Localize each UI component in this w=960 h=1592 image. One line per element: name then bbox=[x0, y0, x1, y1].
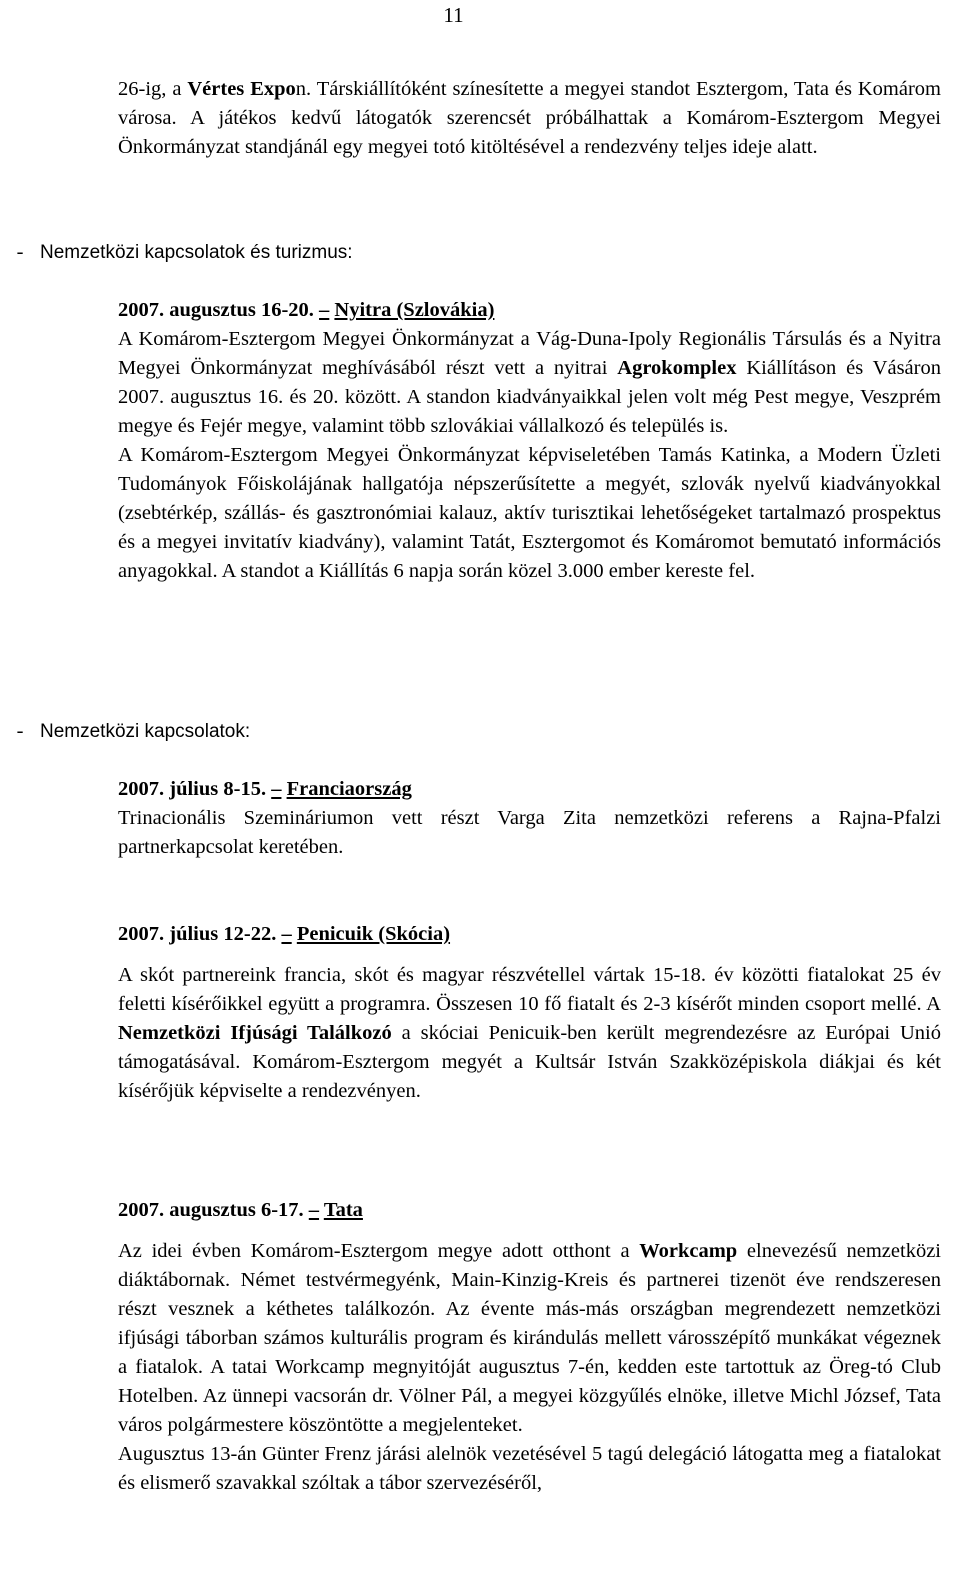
event-paragraph bbox=[118, 961, 941, 1106]
heading-text: Nemzetközi kapcsolatok és turizmus: bbox=[40, 242, 353, 263]
section-heading-tourism bbox=[0, 238, 960, 267]
event-date: 2007. július 8-15. bbox=[118, 778, 267, 800]
event-bold-workcamp: Workcamp bbox=[639, 1240, 738, 1262]
event-paragraph bbox=[118, 1237, 941, 1440]
heading-dash: - bbox=[16, 241, 24, 263]
event-title bbox=[118, 920, 941, 949]
event-dash: – bbox=[319, 299, 330, 321]
event-text-a: A skót partnereink francia, skót és magyar részvétellel vártak 15-18. év közötti fiatalokat 25 év feletti kísérőikkel együtt a programra. Összesen 10 fő fiatalt és 2-3 kísérőt minden csoport mellé. A bbox=[118, 964, 941, 1015]
event-dash: – bbox=[281, 923, 292, 945]
event-text-b: elnevezésű nemzetközi diáktábornak. Német testvérmegyénk, Main-Kinzig-Kreis és partnerei tizenöt éve rendszeresen részt vesznek a kéthetes találkozón. Az évente más-más országban megrendezett nemzetközi ifjúsági táborban számos kulturális program és kirándulás mellett városszépítő munkákat végeznek a fiatalok. A tatai Workcamp megnyitóját augusztus 7-én, kedden este tartottuk az Öreg-tó Club Hotelben. Az ünnepi vacsorán dr. Völner Pál, a megyei közgyűlés elnöke, illetve Michl József, Tata város polgármestere köszöntötte a megjelenteket. bbox=[118, 1240, 941, 1436]
event-title bbox=[118, 1196, 941, 1225]
event-text-b: Kiállításon és Vásáron 2007. augusztus 16. és 20. között. A standon kiadványaikkal jelen volt még Pest megye, Veszprém megye és Fejér megye, valamint több szlovákiai vállalkozó és település is. bbox=[118, 357, 941, 437]
event-place: Nyitra (Szlovákia) bbox=[334, 299, 495, 321]
intro-text-a: 26-ig, a bbox=[118, 78, 188, 100]
event-france bbox=[118, 775, 941, 862]
event-text-a: A Komárom-Esztergom Megyei Önkormányzat a Vág-Duna-Ipoly Regionális Társulás és a Nyitra Megyei Önkormányzat meghívásából részt vett a nyitrai bbox=[118, 328, 941, 379]
event-paragraph: Trinacionális Szemináriumon vett részt Varga Zita nemzetközi referens a Rajna-Pfalzi partnerkapcsolat keretében. bbox=[118, 807, 941, 858]
event-title bbox=[118, 775, 941, 804]
event-dash: – bbox=[271, 778, 282, 800]
section-heading-international bbox=[0, 717, 960, 746]
heading-dash: - bbox=[16, 720, 24, 742]
event-place: Penicuik (Skócia) bbox=[296, 923, 451, 945]
event-dash: – bbox=[308, 1199, 320, 1221]
event-paragraph-2: Augusztus 13-án Günter Frenz járási alelnök vezetésével 5 tagú delegáció látogatta meg a fiatalokat és elismerő szavakkal szóltak a tábor szervezéséről, bbox=[118, 1443, 941, 1494]
event-paragraph-2: A Komárom-Esztergom Megyei Önkormányzat képviseletében Tamás Katinka, a Modern Üzleti Tudományok Főiskolájának hallgatója népszerűsítette a megyét, szlovák nyelvű kiadványokkal (zsebtérkép, szállás- és gasztronómiai kalauz, aktív turisztikai lehetőségeket tartalmazó prospektus és a megyei invitatív kiadvány), valamint Tatát, Esztergomot és Komáromot bemutató információs anyagokkal. A standot a Kiállítás 6 napja során közel 3.000 ember kereste fel. bbox=[118, 444, 941, 582]
page-number: 11 bbox=[443, 3, 464, 27]
event-bold-agrokomplex: Agrokomplex bbox=[617, 357, 737, 379]
event-penicuik bbox=[118, 920, 941, 1106]
event-title bbox=[118, 296, 941, 325]
event-text-b: a skóciai Penicuik-ben került megrendezésre az Európai Unió támogatásával. Komárom-Esztergom megyét a Kultsár István Szakközépiskola diákjai és két kísérőjük képviselte a rendezvényen. bbox=[118, 1022, 941, 1102]
event-bold-youth-meeting: Nemzetközi Ifjúsági Találkozó bbox=[118, 1022, 392, 1044]
intro-bold-expo: Vértes Expo bbox=[187, 78, 296, 100]
intro-paragraph bbox=[118, 75, 941, 162]
event-date: 2007. augusztus 6-17. bbox=[118, 1199, 304, 1221]
event-nyitra bbox=[118, 296, 941, 586]
heading-text: Nemzetközi kapcsolatok: bbox=[40, 721, 251, 742]
event-date: 2007. augusztus 16-20. bbox=[118, 299, 314, 321]
event-text-a: Az idei évben Komárom-Esztergom megye adott otthont a bbox=[118, 1240, 640, 1262]
intro-section bbox=[118, 75, 941, 162]
event-place: Tata bbox=[323, 1199, 363, 1221]
event-date: 2007. július 12-22. bbox=[118, 923, 277, 945]
intro-text-b: n. Társkiállítóként színesítette a megyei standot Esztergom, Tata és Komárom városa. A játékos kedvű látogatók szerencsét próbálhattak a Komárom-Esztergom Megyei Önkormányzat standjánál egy megyei totó kitöltésével a rendezvény teljes ideje alatt. bbox=[118, 78, 941, 158]
event-tata bbox=[118, 1196, 941, 1498]
event-place: Franciaország bbox=[286, 778, 412, 800]
event-paragraph bbox=[118, 325, 941, 441]
